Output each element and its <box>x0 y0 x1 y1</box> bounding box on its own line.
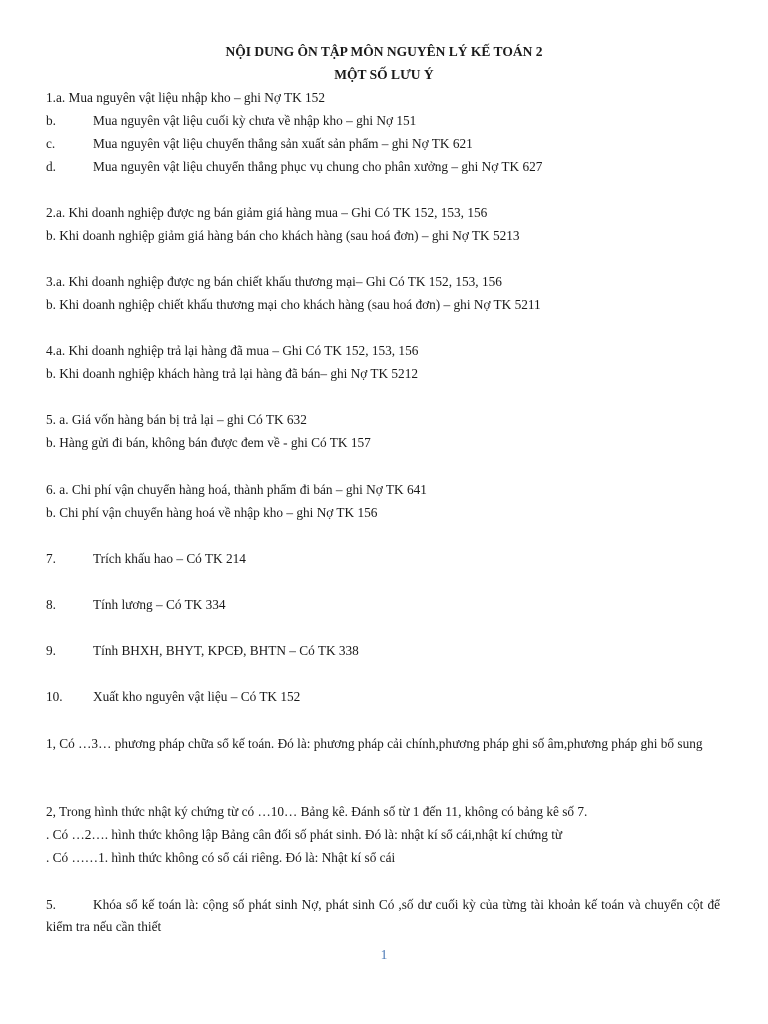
item-text: Xuất kho nguyên vật liệu – Có TK 152 <box>93 689 301 704</box>
document-title: NỘI DUNG ÔN TẬP MÔN NGUYÊN LÝ KẾ TOÁN 2 <box>225 44 543 59</box>
item-number: 5. <box>46 897 56 912</box>
item-text: Mua nguyên vật liệu cuối kỳ chưa về nhập kho – ghi Nợ 151 <box>93 113 417 128</box>
item-text: Trích khấu hao – Có TK 214 <box>93 551 246 566</box>
note-2c: . Có ……1. hình thức không có sổ cái riêng. Đó là: Nhật kí sổ cái <box>46 850 396 865</box>
item-4b: b. Khi doanh nghiệp khách hàng trả lại hàng đã bán– ghi Nợ TK 5212 <box>46 366 419 381</box>
item-5b: b. Hàng gửi đi bán, không bán được đem về - ghi Có TK 157 <box>46 435 371 450</box>
item-1a: 1.a. Mua nguyên vật liệu nhập kho – ghi Nợ TK 152 <box>46 90 325 105</box>
item-6a: 6. a. Chi phí vận chuyển hàng hoá, thành phẩm đi bán – ghi Nợ TK 641 <box>46 482 427 497</box>
item-7 <box>46 551 246 567</box>
item-number: 7. <box>46 551 56 566</box>
note-5 <box>46 894 720 938</box>
item-5a: 5. a. Giá vốn hàng bán bị trả lại – ghi Có TK 632 <box>46 412 307 427</box>
item-text: Tính BHXH, BHYT, KPCĐ, BHTN – Có TK 338 <box>93 643 359 658</box>
item-8 <box>46 597 226 613</box>
item-number: d. <box>46 159 56 174</box>
note-1: 1, Có …3… phương pháp chữa sổ kế toán. Đó là: phương pháp cải chính,phương pháp ghi số âm,phương pháp ghi bổ sung <box>46 736 703 751</box>
item-text: Mua nguyên vật liệu chuyển thẳng sản xuất sản phẩm – ghi Nợ TK 621 <box>93 136 473 151</box>
note-2b: . Có …2…. hình thức không lập Bảng cân đối số phát sinh. Đó là: nhật kí sổ cái,nhật kí chứng từ <box>46 827 563 842</box>
item-6b: b. Chi phí vận chuyển hàng hoá về nhập kho – ghi Nợ TK 156 <box>46 505 378 520</box>
item-2b: b. Khi doanh nghiệp giảm giá hàng bán cho khách hàng (sau hoá đơn) – ghi Nợ TK 5213 <box>46 228 520 243</box>
item-number: c. <box>46 136 56 151</box>
item-10 <box>46 689 300 705</box>
item-3b: b. Khi doanh nghiệp chiết khấu thương mại cho khách hàng (sau hoá đơn) – ghi Nợ TK 5211 <box>46 297 541 312</box>
item-1d <box>46 159 542 175</box>
item-4a: 4.a. Khi doanh nghiệp trả lại hàng đã mua – Ghi Có TK 152, 153, 156 <box>46 343 419 358</box>
item-9 <box>46 643 359 659</box>
note-2a: 2, Trong hình thức nhật ký chứng từ có …10… Bảng kê. Đánh số từ 1 đến 11, không có bảng kê số 7. <box>46 804 588 819</box>
item-3a: 3.a. Khi doanh nghiệp được ng bán chiết khấu thương mại– Ghi Có TK 152, 153, 156 <box>46 274 502 289</box>
item-1c <box>46 136 473 152</box>
item-number: b. <box>46 113 56 128</box>
item-number: 8. <box>46 597 56 612</box>
item-text: Tính lương – Có TK 334 <box>93 597 226 612</box>
item-number: 9. <box>46 643 56 658</box>
item-text: Khóa sổ kế toán là: cộng số phát sinh Nợ, phát sinh Có ,số dư cuối kỳ của từng tài khoản kế toán và chuyển cột để kiểm tra nếu cần thiết <box>46 897 720 934</box>
item-1b <box>46 113 416 129</box>
document-subtitle: MỘT SỐ LƯU Ý <box>334 67 434 82</box>
item-2a: 2.a. Khi doanh nghiệp được ng bán giảm giá hàng mua – Ghi Có TK 152, 153, 156 <box>46 205 488 220</box>
item-text: Mua nguyên vật liệu chuyển thẳng phục vụ chung cho phân xưởng – ghi Nợ TK 627 <box>93 159 543 174</box>
item-number: 10. <box>46 689 63 704</box>
page-number: 1 <box>380 947 388 962</box>
